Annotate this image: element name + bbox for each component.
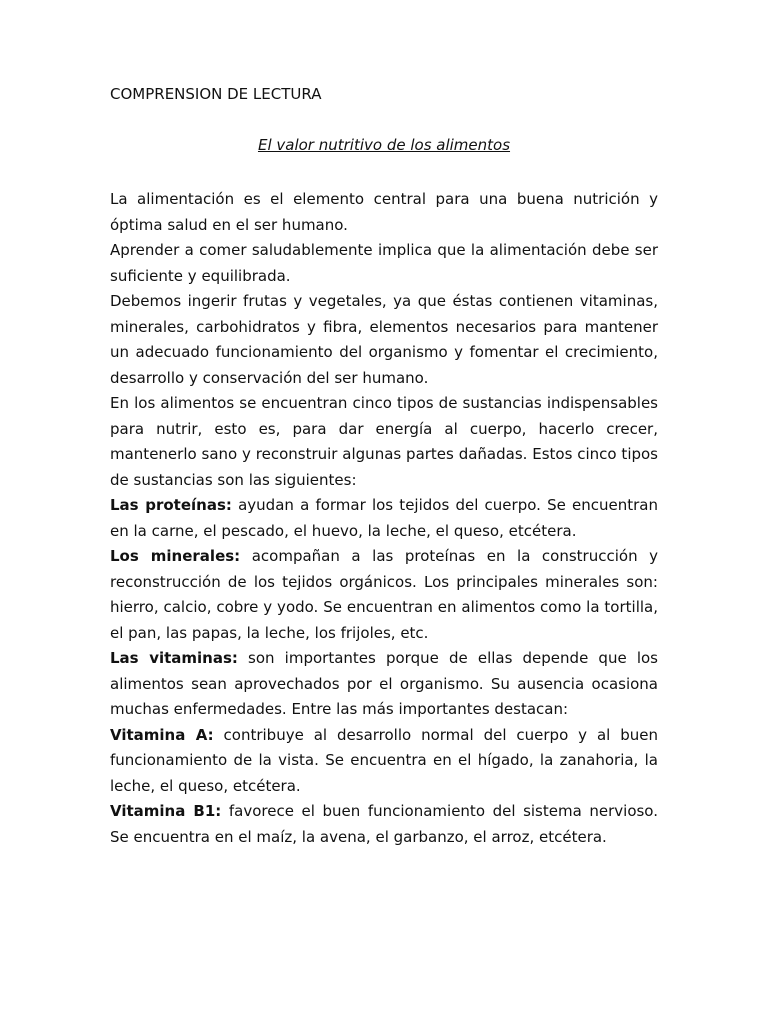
paragraph-vitamins [110, 646, 658, 723]
document-page [110, 84, 658, 850]
document-body [110, 187, 658, 850]
paragraph-minerals [110, 544, 658, 646]
paragraph-vitamin-a [110, 723, 658, 800]
paragraph-proteins [110, 493, 658, 544]
document-heading: COMPRENSION DE LECTURA [110, 85, 322, 103]
paragraph-text: Debemos ingerir frutas y vegetales, ya que éstas contienen vitaminas, minerales, carbohidratos y fibra, elementos necesarios para mantener un adecuado funcionamiento del organismo y fomentar el crecimiento, desarrollo y conservación del ser humano. [110, 292, 658, 387]
term-vitamins: Las vitaminas: [110, 649, 238, 667]
paragraph-text: ayudan a formar los tejidos del cuerpo. Se encuentran en la carne, el pescado, el huevo, la leche, el queso, etcétera. [110, 496, 658, 540]
paragraph-intro [110, 187, 658, 238]
paragraph-text: La alimentación es el elemento central para una buena nutrición y óptima salud en el ser humano. [110, 190, 658, 234]
document-title: El valor nutritivo de los alimentos [257, 136, 511, 154]
paragraph-text: En los alimentos se encuentran cinco tipos de sustancias indispensables para nutrir, esto es, para dar energía al cuerpo, hacerlo crecer, mantenerlo sano y reconstruir algunas partes dañadas. Estos cinco tipos de sustancias son las siguientes: [110, 394, 658, 489]
term-vitamin-b1: Vitamina B1: [110, 802, 222, 820]
paragraph-text: Aprender a comer saludablemente implica que la alimentación debe ser suficiente y equilibrada. [110, 241, 658, 285]
paragraph-text: contribuye al desarrollo normal del cuerpo y al buen funcionamiento de la vista. Se encuentra en el hígado, la zanahoria, la leche, el queso, etcétera. [110, 725, 658, 795]
term-proteins: Las proteínas: [110, 496, 232, 514]
paragraph-text: son importantes porque de ellas depende que los alimentos sean aprovechados por el organismo. Su ausencia ocasiona muchas enfermedades. Entre las más importantes destacan: [110, 649, 658, 718]
paragraph-vitamin-b1 [110, 799, 658, 850]
paragraph-text: favorece el buen funcionamiento del sistema nervioso. Se encuentra en el maíz, la avena, el garbanzo, el arroz, etcétera. [110, 802, 658, 846]
paragraph-fruits-vegetables [110, 289, 658, 391]
paragraph-healthy-eating [110, 238, 658, 289]
term-minerals: Los minerales: [110, 547, 241, 565]
paragraph-substances [110, 391, 658, 493]
paragraph-text: acompañan a las proteínas en la construcción y reconstrucción de los tejidos orgánicos. Los principales minerales son: hierro, calcio, cobre y yodo. Se encuentran en alimentos como la tortilla, el pan, las papas, la leche, los frijoles, etc. [110, 547, 658, 642]
term-vitamin-a: Vitamina A: [110, 725, 214, 744]
